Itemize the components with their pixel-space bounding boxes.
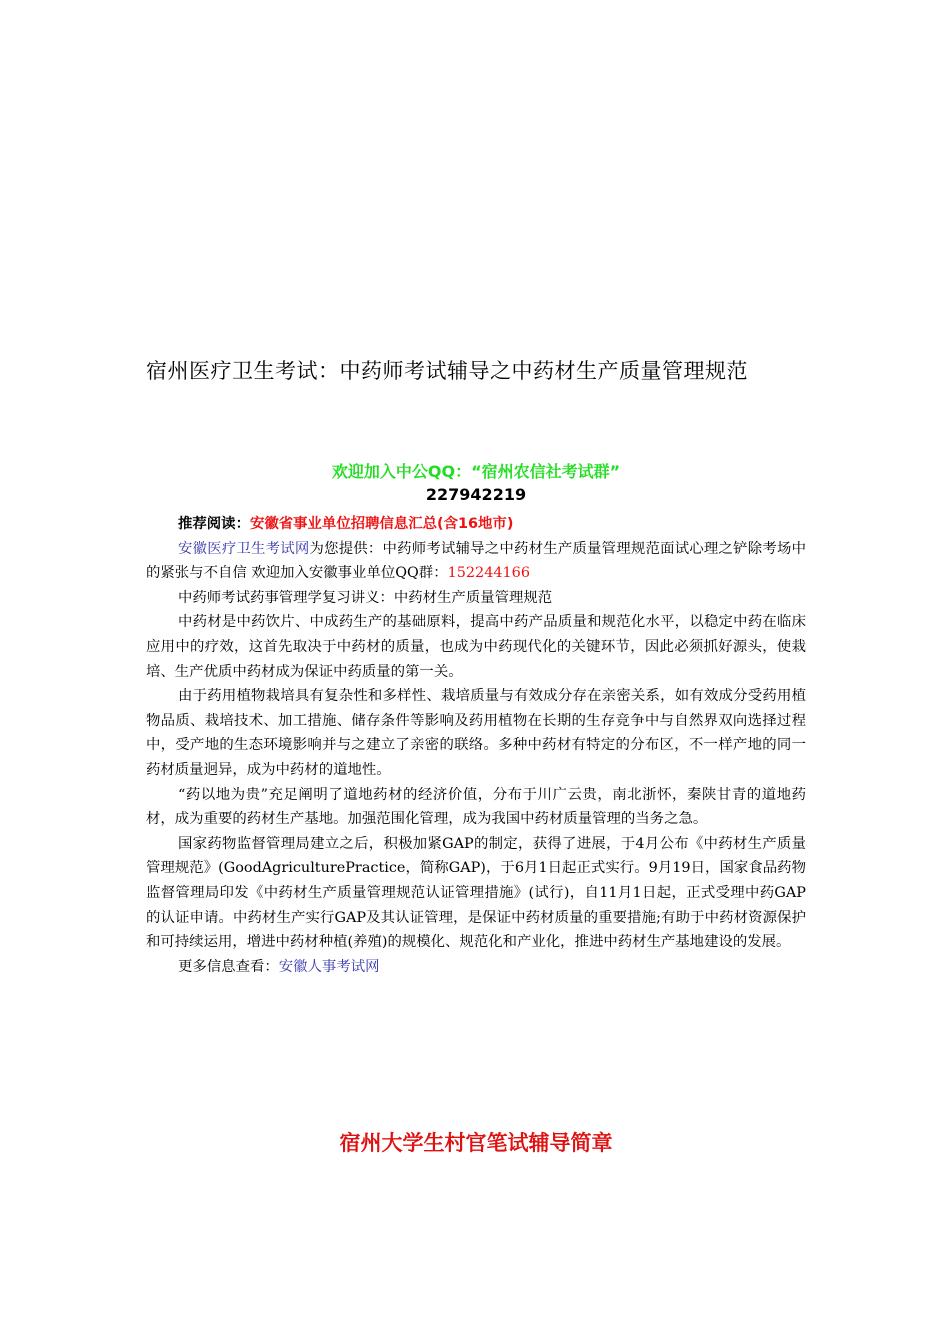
paragraph: “药以地为贵”充足阐明了道地药材的经济价值，分布于川广云贵，南北浙怀，秦陕甘青的道地药材，成为重要的药材生产基地。加强范围化管理，成为我国中药材质量管理的当务之急。 <box>146 786 806 828</box>
more-info-label: 更多信息查看： <box>178 958 279 975</box>
footer-title[interactable]: 宿州大学生村官笔试辅导简章 <box>339 1131 613 1155</box>
paragraph: 中药师考试药事管理学复习讲义：中药材生产质量管理规范 <box>178 589 553 606</box>
paragraph: 国家药物监督管理局建立之后，积极加紧GAP的制定，获得了进展，于4月公布《中药材生产质量管理规范》(GoodAgriculturePractice，简称GAP)，于6月1日起正式实行。9月19日，国家食品药物监督管理局印发《中药材生产质量管理规范认证管理措施》(试行)，自11月1日起，正式受理中药GAP的认证申请。中药材生产实行GAP及其认证管理，是保证中药材质量的重要措施;有助于中药材资源保护和可持续运用，增进中药材种植(养殖)的规模化、规范化和产业化，推进中药材生产基地建设的发展。 <box>146 835 806 951</box>
intro-text: 为您提供：中药师考试辅导之中药材生产质量管理规范面试心理之铲除考场中的紧张与不自信 欢迎加入安徽事业单位QQ群： <box>146 540 806 582</box>
recommend-line <box>146 512 806 537</box>
recommend-label: 推荐阅读： <box>178 516 250 532</box>
document-title: 宿州医疗卫生考试：中药师考试辅导之中药材生产质量管理规范 <box>146 359 748 383</box>
more-info-line <box>146 955 806 980</box>
promo-qq-number: 227942219 <box>425 485 527 504</box>
intro-paragraph <box>146 537 806 586</box>
more-info-link[interactable]: 安徽人事考试网 <box>278 958 380 975</box>
paragraph: 由于药用植物栽培具有复杂性和多样性、栽培质量与有效成分存在亲密关系，如有效成分受药用植物品质、栽培技术、加工措施、储存条件等影响及药用植物在长期的生存竞争中与自然界双向选择过程中，受产地的生态环境影响并与之建立了亲密的联络。多种中药材有特定的分布区，不一样产地的同一药材质量迥异，成为中药材的道地性。 <box>146 688 806 778</box>
qq-group-number: 152244166 <box>447 565 530 582</box>
promo-line: 欢迎加入中公QQ：“宿州农信社考试群” <box>331 462 621 481</box>
paragraph: 中药材是中药饮片、中成药生产的基础原料，提高中药产品质量和规范化水平，以稳定中药在临床应用中的疗效，这首先取决于中药材的质量，也成为中药现代化的关键环节，因此必须抓好源头，使栽培、生产优质中药材成为保证中药质量的第一关。 <box>146 614 806 680</box>
site-link[interactable]: 安徽医疗卫生考试网 <box>178 540 310 557</box>
article-body <box>146 512 806 979</box>
recommend-link[interactable]: 安徽省事业单位招聘信息汇总(含16地市) <box>249 516 514 532</box>
qq-group-promo <box>146 460 806 506</box>
